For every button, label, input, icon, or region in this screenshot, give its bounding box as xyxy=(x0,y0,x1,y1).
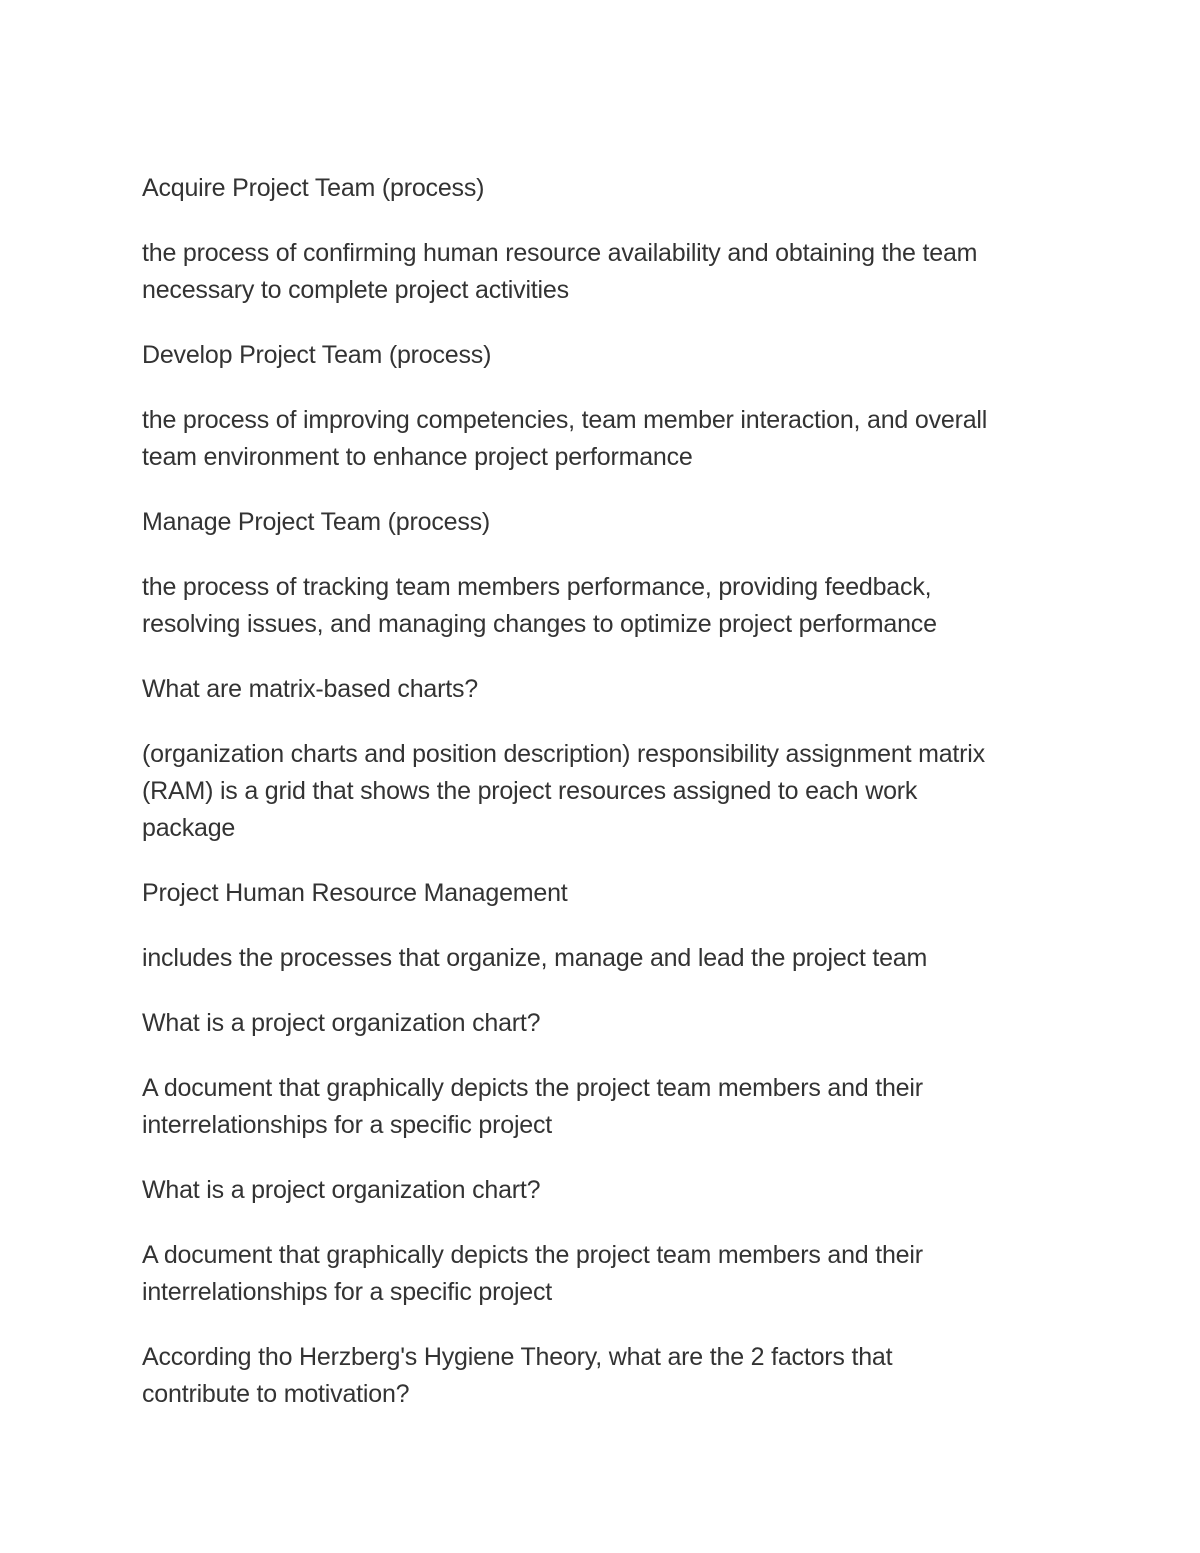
text-line: interrelationships for a specific project xyxy=(142,1111,553,1139)
text-line: A document that graphically depicts the project team members and their xyxy=(142,1241,923,1269)
definition-paragraph xyxy=(142,569,1072,643)
text-line: According tho Herzberg's Hygiene Theory, what are the 2 factors that xyxy=(142,1343,893,1371)
definition-paragraph xyxy=(142,940,1072,977)
answer-paragraph xyxy=(142,1070,1072,1144)
definition-paragraph xyxy=(142,235,1072,309)
text-line: resolving issues, and managing changes to optimize project performance xyxy=(142,610,937,638)
question-paragraph xyxy=(142,1005,1072,1042)
text-line: contribute to motivation? xyxy=(142,1380,410,1408)
definition-paragraph xyxy=(142,402,1072,476)
text-line: What is a project organization chart? xyxy=(142,1176,541,1204)
question-paragraph xyxy=(142,1339,1072,1413)
term-paragraph xyxy=(142,504,1072,541)
text-line: Develop Project Team (process) xyxy=(142,341,492,369)
text-line: necessary to complete project activities xyxy=(142,276,569,304)
text-line: the process of tracking team members performance, providing feedback, xyxy=(142,573,932,601)
text-line: (organization charts and position description) responsibility assignment matrix xyxy=(142,740,985,768)
text-line: team environment to enhance project performance xyxy=(142,443,693,471)
text-line: interrelationships for a specific project xyxy=(142,1278,553,1306)
text-line: Project Human Resource Management xyxy=(142,879,568,907)
text-line: What is a project organization chart? xyxy=(142,1009,541,1037)
term-paragraph xyxy=(142,337,1072,374)
text-line: includes the processes that organize, manage and lead the project team xyxy=(142,944,928,972)
question-paragraph xyxy=(142,1172,1072,1209)
text-line: What are matrix-based charts? xyxy=(142,675,478,703)
document-body xyxy=(142,170,1072,1441)
term-paragraph xyxy=(142,875,1072,912)
text-line: the process of improving competencies, team member interaction, and overall xyxy=(142,406,988,434)
text-line: (RAM) is a grid that shows the project resources assigned to each work xyxy=(142,777,918,805)
term-paragraph xyxy=(142,170,1072,207)
answer-paragraph xyxy=(142,1237,1072,1311)
question-paragraph xyxy=(142,671,1072,708)
answer-paragraph xyxy=(142,736,1072,847)
text-line: the process of confirming human resource availability and obtaining the team xyxy=(142,239,978,267)
text-line: Acquire Project Team (process) xyxy=(142,174,485,202)
text-line: A document that graphically depicts the project team members and their xyxy=(142,1074,923,1102)
text-line: Manage Project Team (process) xyxy=(142,508,491,536)
text-line: package xyxy=(142,814,236,842)
